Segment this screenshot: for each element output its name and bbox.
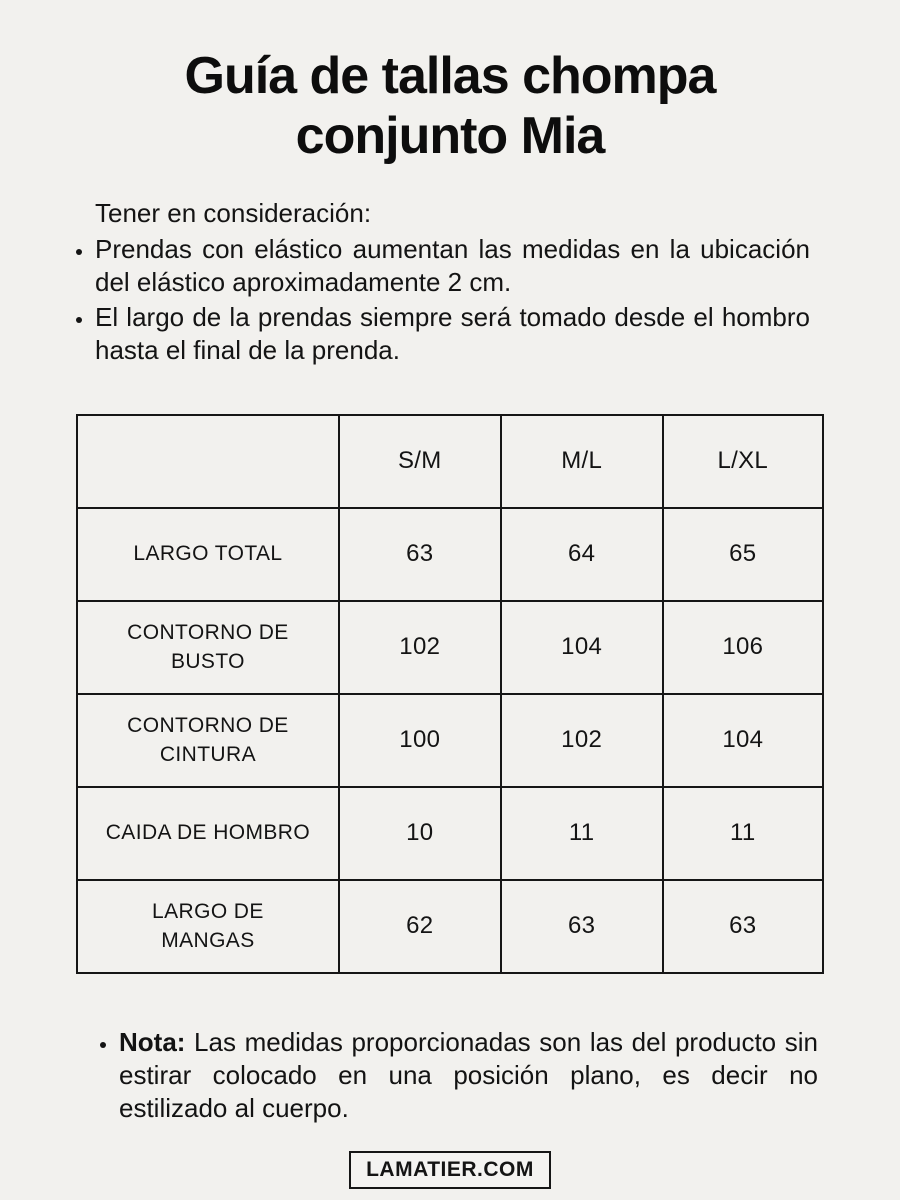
considerations-section xyxy=(72,197,810,367)
cell-value: 11 xyxy=(663,787,823,880)
consideration-item: • Prendas con elástico aumentan las medidas en la ubicación del elástico aproximadamente 2 cm. xyxy=(95,233,810,298)
page-title xyxy=(40,46,860,167)
table-row xyxy=(77,787,823,880)
row-label: CONTORNO DE CINTURA xyxy=(77,694,339,787)
size-table xyxy=(76,414,824,974)
cell-value: 102 xyxy=(339,601,501,694)
column-header-ml: M/L xyxy=(501,415,663,508)
column-header-lxl: L/XL xyxy=(663,415,823,508)
cell-value: 64 xyxy=(501,508,663,601)
cell-value: 63 xyxy=(501,880,663,973)
row-label: LARGO DE MANGAS xyxy=(77,880,339,973)
size-table-wrapper xyxy=(76,414,824,974)
cell-value: 104 xyxy=(663,694,823,787)
cell-value: 62 xyxy=(339,880,501,973)
note-section xyxy=(98,1026,818,1125)
brand-text: LAMATIER.COM xyxy=(366,1158,534,1182)
considerations-list xyxy=(72,233,810,366)
brand-box xyxy=(349,1151,551,1189)
row-label: CONTORNO DE BUSTO xyxy=(77,601,339,694)
table-row xyxy=(77,880,823,973)
page-title-line-2: conjunto Mia xyxy=(295,107,605,166)
table-row xyxy=(77,601,823,694)
cell-value: 100 xyxy=(339,694,501,787)
note-item xyxy=(119,1026,818,1125)
note-text: Las medidas proporcionadas son las del producto sin estirar colocado en una posición plano, es decir no estilizado al cuerpo. xyxy=(119,1027,818,1124)
cell-value: 104 xyxy=(501,601,663,694)
table-corner-cell xyxy=(77,415,339,508)
cell-value: 65 xyxy=(663,508,823,601)
considerations-heading: Tener en consideración: xyxy=(95,197,372,228)
column-header-sm: S/M xyxy=(339,415,501,508)
cell-value: 63 xyxy=(663,880,823,973)
table-row xyxy=(77,694,823,787)
consideration-item: • El largo de la prendas siempre será tomado desde el hombro hasta el final de la prenda. xyxy=(95,301,810,366)
cell-value: 10 xyxy=(339,787,501,880)
cell-value: 63 xyxy=(339,508,501,601)
cell-value: 102 xyxy=(501,694,663,787)
row-label: CAIDA DE HOMBRO xyxy=(77,787,339,880)
table-header-row xyxy=(77,415,823,508)
note-list xyxy=(98,1026,818,1125)
cell-value: 11 xyxy=(501,787,663,880)
table-row xyxy=(77,508,823,601)
row-label: LARGO TOTAL xyxy=(77,508,339,601)
note-label: Nota: xyxy=(119,1027,186,1058)
page-title-line-1: Guía de tallas chompa xyxy=(184,47,716,105)
cell-value: 106 xyxy=(663,601,823,694)
